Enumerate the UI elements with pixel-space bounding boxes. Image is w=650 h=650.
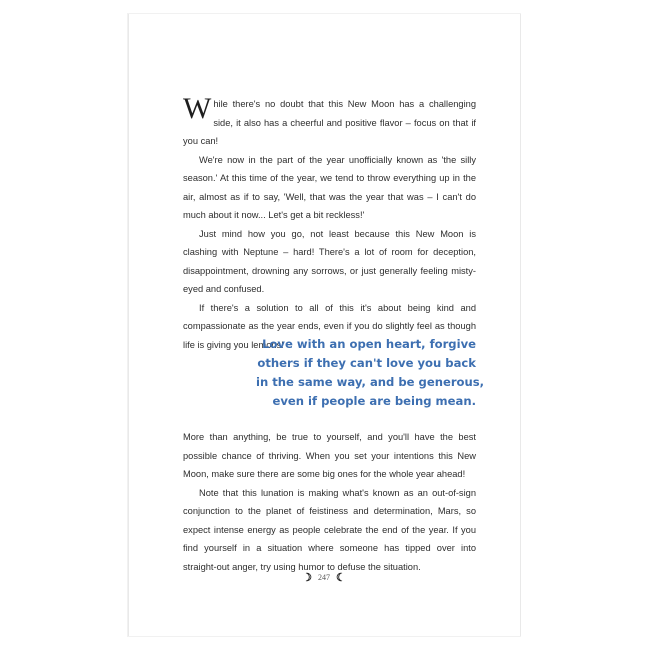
pull-quote-line: others if they can't love you back <box>257 356 476 370</box>
body-text-bottom <box>183 428 476 576</box>
paragraph: Note that this lunation is making what's known as an out-of-sign conjunction to the planet of feistiness and determination, Mars, so expect intense energy as people celebrate the end of the year. If you find yourself in a situation where someone has tipped over into straight-out anger, try using humor to defuse the situation. <box>183 487 476 572</box>
waning-moon-icon: ☾ <box>336 572 346 584</box>
paragraph: Just mind how you go, not least because this New Moon is clashing with Neptune – hard! There's a lot of room for deception, disappointment, drowning any sorrows, or just generally feeling misty-eyed and confused. <box>183 228 476 294</box>
page-edge-left <box>128 14 129 636</box>
pull-quote-line: in the same way, and be generous, <box>256 375 485 389</box>
body-text-top <box>183 92 476 354</box>
paragraph-opening: While there's no doubt that this New Moon has a challenging side, it also has a cheerful and positive flavor – focus on that if you can! <box>183 92 476 146</box>
pull-quote-line: even if people are being mean. <box>272 394 476 408</box>
waxing-moon-icon: ☽ <box>302 572 312 584</box>
pull-quote-line: Love with an open heart, forgive <box>262 337 476 351</box>
page-edge-right <box>520 14 521 636</box>
paragraph: More than anything, be true to yourself, and you'll have the best possible chance of thriving. When you set your intentions this New Moon, make sure there are some big ones for the whole year ahead! <box>183 432 476 479</box>
paragraph: If there's a solution to all of this it's about being kind and compassionate as the year ends, even if you do slightly feel as though life is giving you lemons! <box>183 302 476 350</box>
page-number: 247 <box>318 573 330 582</box>
pull-quote <box>256 335 485 411</box>
paragraph: We're now in the part of the year unofficially known as 'the silly season.' At this time of the year, we tend to throw everything up in the air, almost as if to say, 'Well, that was the year that was – I can't do much about it now... Let's get a bit reckless!' <box>183 154 476 220</box>
page-footer <box>128 571 520 584</box>
